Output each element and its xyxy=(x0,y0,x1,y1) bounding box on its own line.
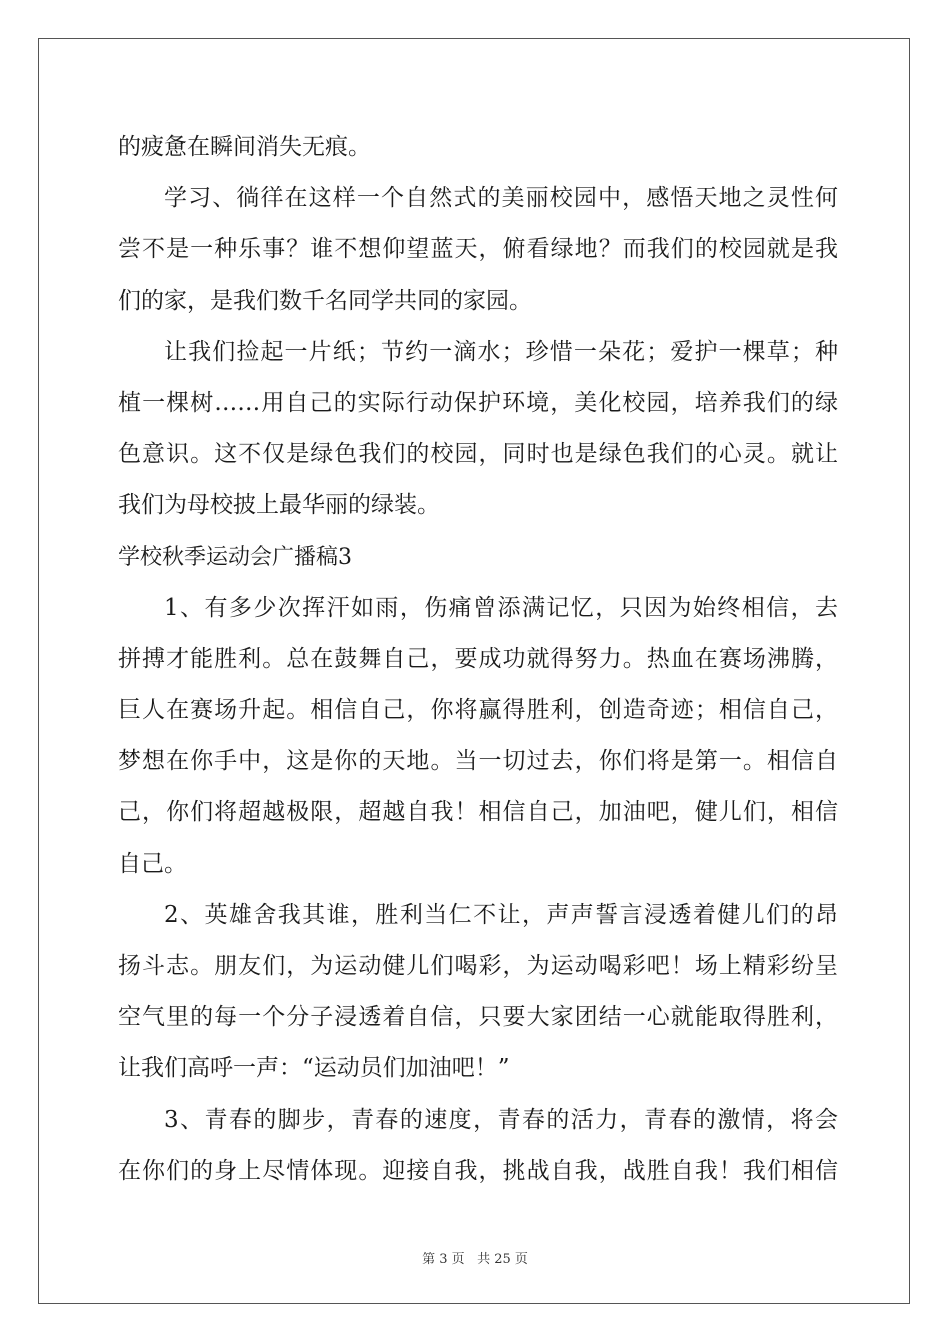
section-heading: 学校秋季运动会广播稿3 xyxy=(118,544,352,570)
text-line: 们的家，是我们数千名同学共同的家园。 xyxy=(118,287,532,314)
text-line: 尝不是一种乐事？谁不想仰望蓝天，俯看绿地？而我们的校园就是我 xyxy=(118,236,838,263)
text-line: 自己。 xyxy=(118,850,187,877)
text-line: 3、青春的脚步，青春的速度，青春的活力，青春的激情，将会 xyxy=(164,1106,838,1133)
text-line: 1、有多少次挥汗如雨，伤痛曾添满记忆，只因为始终相信，去 xyxy=(164,594,838,621)
document-body xyxy=(118,122,838,1197)
text-line: 学习、徜徉在这样一个自然式的美丽校园中，感悟天地之灵性何 xyxy=(164,185,838,212)
text-line: 己，你们将超越极限，超越自我！相信自己，加油吧，健儿们，相信 xyxy=(118,799,838,826)
paragraph xyxy=(118,1095,838,1197)
text-line: 在你们的身上尽情体现。迎接自我，挑战自我，战胜自我！我们相信 xyxy=(118,1157,838,1184)
text-line: 扬斗志。朋友们，为运动健儿们喝彩，为运动喝彩吧！场上精彩纷呈 xyxy=(118,953,838,979)
text-line: 梦想在你手中，这是你的天地。当一切过去，你们将是第一。相信自 xyxy=(118,748,838,775)
text-line: 我们为母校披上最华丽的绿装。 xyxy=(118,492,440,519)
text-line: 让我们高呼一声：“运动员们加油吧！” xyxy=(118,1055,510,1082)
paragraph xyxy=(118,327,838,532)
page-footer xyxy=(0,1248,950,1267)
text-line: 巨人在赛场升起。相信自己，你将赢得胜利，创造奇迹；相信自己， xyxy=(118,697,838,724)
text-line: 2、英雄舍我其谁，胜利当仁不让，声声誓言浸透着健儿们的昂 xyxy=(164,901,838,928)
text-line: 空气里的每一个分子浸透着自信，只要大家团结一心就能取得胜利， xyxy=(118,1004,838,1031)
paragraph xyxy=(118,122,838,173)
paragraph xyxy=(118,890,838,1095)
paragraph xyxy=(118,583,838,890)
text-line: 植一棵树……用自己的实际行动保护环境，美化校园，培养我们的绿 xyxy=(118,389,838,416)
text-line: 拼搏才能胜利。总在鼓舞自己，要成功就得努力。热血在赛场沸腾， xyxy=(118,645,838,672)
paragraph xyxy=(118,173,838,327)
page-number: 第 3 页 xyxy=(422,1252,465,1267)
text-line: 色意识。这不仅是绿色我们的校园，同时也是绿色我们的心灵。就让 xyxy=(118,441,838,468)
text-line: 的疲惫在瞬间消失无痕。 xyxy=(118,134,371,160)
page-total: 共 25 页 xyxy=(477,1252,528,1267)
text-line: 让我们捡起一片纸；节约一滴水；珍惜一朵花；爱护一棵草；种 xyxy=(164,338,838,365)
